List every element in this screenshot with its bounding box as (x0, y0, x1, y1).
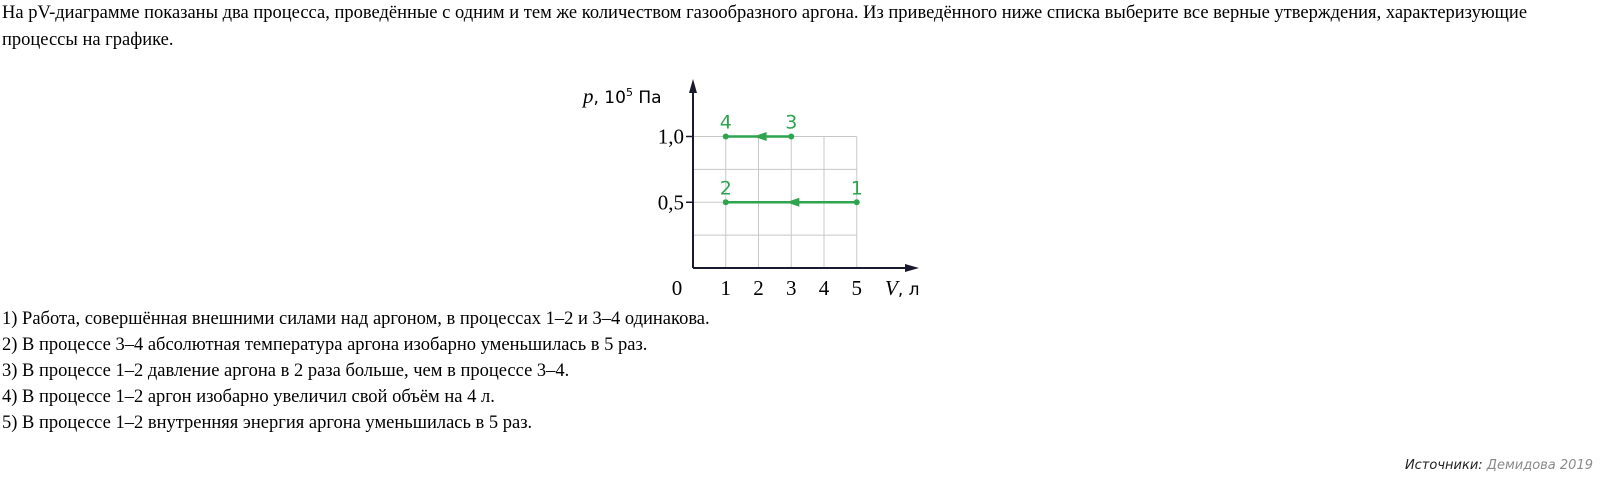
option-1: 1) Работа, совершённая внешними силами над аргоном, в процессах 1–2 и 3–4 одинакова. (2, 309, 710, 329)
source (1405, 458, 1593, 473)
state-label: 2 (719, 177, 732, 200)
origin-label: 0 (671, 276, 683, 300)
option-3: 3) В процессе 1–2 давление аргона в 2 раза больше, чем в процессе 3–4. (2, 361, 570, 381)
process-arrow (754, 132, 767, 141)
y-axis-label: p, $10^5$ Па (583, 84, 662, 108)
source-link[interactable]: Демидова 2019 (1486, 458, 1593, 473)
y-axis-arrow (689, 79, 697, 93)
x-axis-arrow (905, 264, 919, 272)
state-point-3 (788, 134, 794, 140)
question-text: На pV-диаграмме показаны два процесса, проведённые с одним и тем же количеством газообразного аргона. Из приведённого ниже списка выберите все верные утверждения, характеризующие процессы на графике. (2, 3, 1528, 50)
x-tick-label: 5 (851, 276, 862, 300)
state-point-4 (723, 134, 729, 140)
y-tick-label: 1,0 (657, 124, 684, 149)
answer-options (2, 306, 710, 436)
state-label: 4 (719, 111, 732, 134)
source-label: Источники: (1404, 458, 1483, 473)
process-arrow (786, 198, 799, 207)
x-tick-label: 4 (818, 276, 830, 300)
option-2: 2) В процессе 3–4 абсолютная температура аргона изобарно уменьшилась в 5 раз. (2, 335, 648, 355)
x-tick-label: 3 (786, 276, 797, 300)
state-point-2 (723, 199, 729, 205)
state-point-1 (854, 199, 860, 205)
y-tick-label: 0,5 (657, 190, 684, 215)
option-4: 4) В процессе 1–2 аргон изобарно увеличил свой объём на 4 л. (2, 387, 495, 407)
x-tick-label: 2 (753, 276, 764, 300)
option-5: 5) В процессе 1–2 внутренняя энергия аргона уменьшилась в 5 раз. (2, 413, 533, 433)
state-label: 3 (785, 111, 798, 134)
x-tick-label: 1 (720, 276, 731, 300)
state-label: 1 (850, 177, 863, 200)
x-axis-label: V, л (885, 276, 920, 300)
